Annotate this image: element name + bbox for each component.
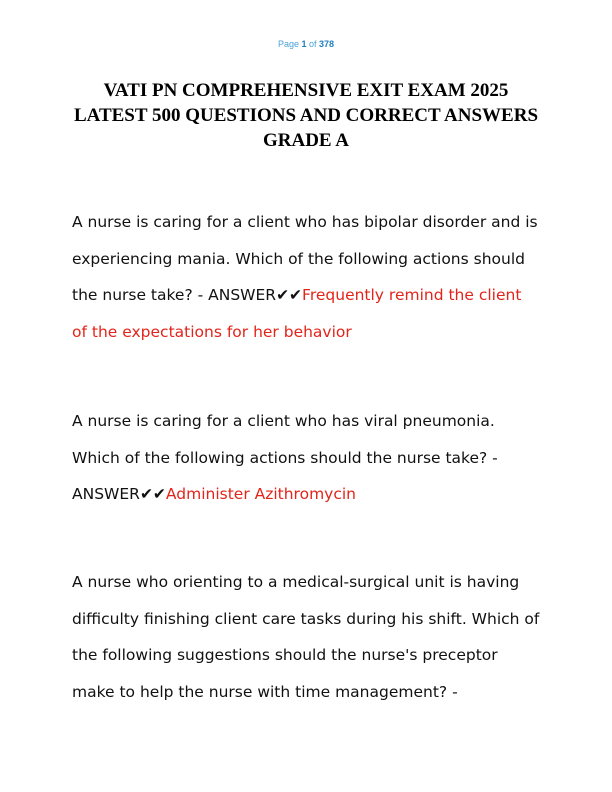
question-1-line-2: experiencing mania. Which of the following actions should — [72, 249, 525, 268]
title-line-2: LATEST 500 QUESTIONS AND CORRECT ANSWERS — [73, 105, 539, 126]
question-2-line-1: A nurse is caring for a client who has viral pneumonia. — [72, 412, 495, 430]
page-number-total: 378 — [319, 39, 335, 49]
question-2-line-3 — [72, 476, 552, 513]
double-check-icon: ✔✔ — [276, 286, 303, 304]
question-3-line-2: difficulty finishing client care tasks during his shift. Which of — [72, 609, 540, 628]
double-check-icon: ✔✔ — [139, 485, 166, 503]
page-number-of: of — [306, 39, 320, 49]
question-2-answer: Administer Azithromycin — [165, 485, 357, 503]
question-3-line-1: A nurse who orienting to a medical-surgical unit is having — [72, 573, 520, 591]
question-block-2 — [72, 403, 552, 513]
question-1-answer-prefix: the nurse take? - ANSWER — [72, 286, 277, 304]
question-1-answer-part-1: Frequently remind the client — [302, 286, 522, 304]
question-2-line-2: Which of the following actions should the nurse take? - — [72, 448, 498, 467]
page-number-prefix: Page — [277, 39, 302, 49]
question-block-3 — [72, 564, 552, 710]
question-1-line-3 — [72, 277, 552, 314]
title-line-1: VATI PN COMPREHENSIVE EXIT EXAM 2025 — [103, 80, 509, 101]
question-1-line-1: A nurse is caring for a client who has bipolar disorder and is — [72, 213, 538, 231]
title-line-3: GRADE A — [262, 130, 350, 151]
question-1-answer-part-2: of the expectations for her behavior — [72, 322, 352, 341]
page-number — [0, 39, 612, 49]
question-3-line-3: the following suggestions should the nurse's preceptor — [72, 646, 498, 664]
page-number-current: 1 — [301, 39, 307, 49]
document-title — [60, 78, 552, 153]
question-block-1 — [72, 204, 552, 350]
question-3-line-4: make to help the nurse with time management? - — [72, 682, 458, 701]
question-2-answer-prefix: ANSWER — [72, 485, 140, 503]
